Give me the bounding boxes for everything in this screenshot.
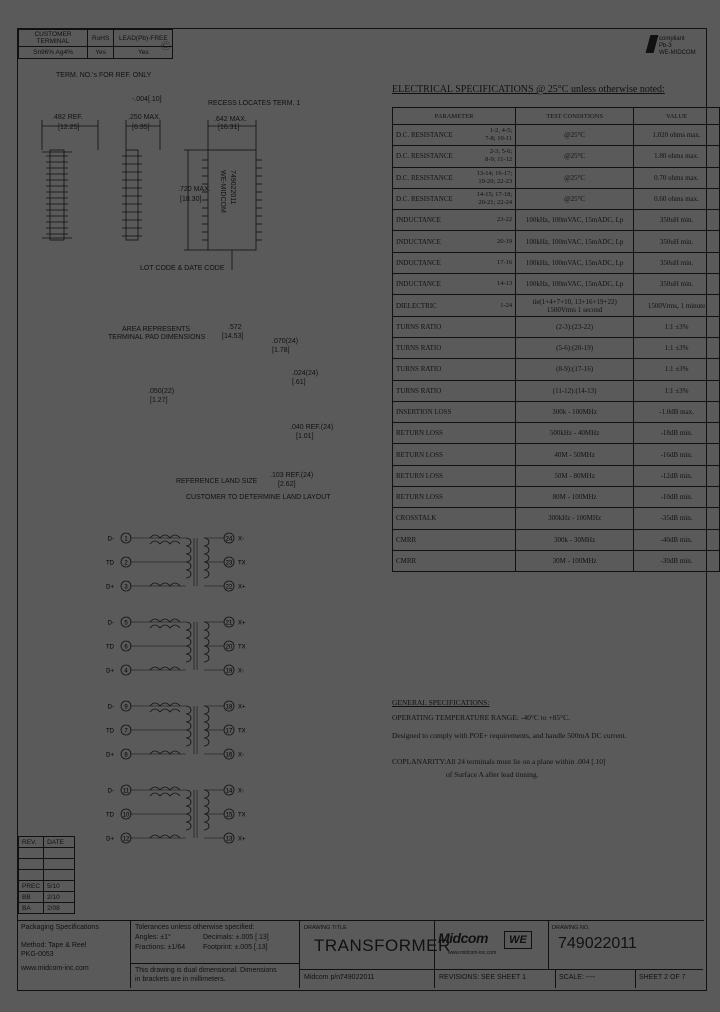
spec-pins [497, 238, 512, 246]
pin-signal: TX [238, 728, 246, 735]
rev-header-date: DATE [44, 837, 75, 848]
sheet-number: SHEET 2 OF 7 [639, 974, 686, 981]
pin-number: 1 [124, 536, 128, 543]
pin-signal: D- [107, 704, 114, 711]
spec-value: -30dB min. [634, 550, 720, 571]
spec-pin-line: 14-15; 17-18; [476, 191, 513, 199]
spec-row [393, 295, 720, 316]
pin-signal: X+ [238, 836, 246, 843]
spec-param-cell [393, 167, 516, 188]
spec-condition: (11-12):(14-13) [516, 380, 634, 401]
tol-angles: Angles: ±1° [135, 934, 171, 941]
customer-terminal-table [18, 29, 173, 59]
spec-param-cell [393, 274, 516, 295]
pin-number: 24 [225, 536, 233, 543]
revisions-note: REVISIONS: SEE SHEET 1 [439, 974, 527, 981]
spec-condition: (5-6):(20-19) [516, 337, 634, 358]
pin-signal: X+ [238, 584, 246, 591]
spec-pins [485, 127, 512, 143]
pin-number: 4 [124, 668, 128, 675]
dim-572: .572 [228, 324, 242, 331]
spec-row [393, 210, 720, 231]
cust-value-rohs: Yes [88, 47, 114, 59]
spec-condition: 80M - 100MHz [516, 487, 634, 508]
dim-250-mm: [6.35] [132, 124, 150, 131]
dim-024-mm: [.61] [292, 379, 306, 386]
spec-pin-line: 23-22 [496, 216, 513, 224]
pin-number: 21 [225, 620, 233, 627]
spec-param-cell: TURNS RATIO [393, 380, 516, 401]
spec-pin-line: 17-16 [496, 258, 513, 266]
compliant-line-1: compliant [659, 36, 685, 42]
spec-pin-line: 14-13 [496, 280, 513, 288]
spec-condition: (8-9):(17-16) [516, 359, 634, 380]
spec-param-cell [393, 188, 516, 209]
spec-pin-line: 20-19 [496, 237, 513, 245]
spec-value: 350uH min. [634, 210, 720, 231]
pin-number: 20 [225, 644, 233, 651]
transformer-coil [186, 538, 191, 578]
spec-row [393, 380, 720, 401]
spec-condition: 30M - 100MHz [516, 550, 634, 571]
pin-number: 13 [225, 836, 233, 843]
spec-row [393, 274, 720, 295]
spec-param-cell [393, 210, 516, 231]
spec-condition: 100kHz, 100mVAC, 15mADC, Lp [516, 231, 634, 252]
spec-row [393, 252, 720, 273]
pin-number: 14 [225, 788, 233, 795]
drawing-title: TRANSFORMER [314, 936, 451, 955]
general-temp: OPERATING TEMPERATURE RANGE: -40°C to +85°C. [392, 713, 571, 722]
customer-land-note: CUSTOMER TO DETERMINE LAND LAYOUT [186, 494, 331, 501]
mechanical-drawing [20, 70, 380, 285]
spec-row [393, 125, 720, 146]
elec-spec-table [392, 107, 720, 572]
spec-param-cell [393, 125, 516, 146]
dim-720: .720 MAX. [178, 186, 211, 193]
transformer-coil [186, 706, 191, 746]
schematic-svg [100, 530, 260, 860]
dim-250: .250 MAX. [128, 114, 161, 121]
choke-coil [150, 535, 180, 538]
area-represents: AREA REPRESENTS [122, 326, 191, 333]
pin-signal: D- [107, 788, 114, 795]
spec-pin-line: 19-20; 22-23 [478, 177, 513, 185]
spec-param: D.C. RESISTANCE [396, 195, 453, 204]
pin-signal: D+ [106, 584, 114, 591]
spec-row [393, 359, 720, 380]
lot-code-note: LOT CODE & DATE CODE [140, 265, 225, 272]
tol-decimals: Decimals: ±.005 [.13] [203, 934, 269, 941]
spec-row [393, 167, 720, 188]
spec-condition: @25°C [516, 188, 634, 209]
choke-coil [150, 619, 180, 622]
pin-signal: TD [106, 728, 114, 735]
general-poe: Designed to comply with POE+ requirements, and handle 500mA DC current. [392, 731, 627, 740]
spec-param: D.C. RESISTANCE [396, 131, 453, 140]
spec-pin-line: 2-3, 5-6; [489, 148, 513, 156]
transformer-coil [204, 790, 209, 830]
choke-coil [150, 787, 180, 790]
spec-row [393, 465, 720, 486]
cust-value-leadfree: Yes [114, 47, 173, 59]
coplanarity-line-2: of Surface A after lead tinning. [446, 770, 539, 779]
spec-row [393, 188, 720, 209]
drawing-title-label: DRAWING TITLE [304, 925, 347, 931]
spec-condition: @25°C [516, 167, 634, 188]
rev-row-2-rev: BB [19, 892, 44, 903]
spec-pins [477, 170, 513, 186]
transformer-coil [204, 538, 209, 578]
choke-coil [150, 625, 180, 628]
spec-pin-line: 13-14; 16-17; [476, 169, 513, 177]
spec-value: -40dB min. [634, 529, 720, 550]
spec-param-cell [393, 252, 516, 273]
drawing-no-label: DRAWING NO. [552, 925, 590, 931]
spec-param: DIELECTRIC [396, 301, 437, 310]
spec-pin-line: 20-21; 22-24 [478, 199, 513, 207]
schematic [100, 530, 260, 860]
packaging-method: Method: Tape & Reel [21, 942, 87, 949]
recess-note: RECESS LOCATES TERM. 1 [208, 100, 301, 107]
spec-pins [485, 148, 512, 164]
scale: SCALE: ---- [559, 974, 596, 981]
spec-value: 1:1 ±3% [634, 380, 720, 401]
midcom-brand-logo: Midcom [438, 930, 488, 946]
midcom-url: www.midcom-inc.com [21, 965, 89, 972]
spec-param-cell: CMRR [393, 550, 516, 571]
spec-pins [477, 191, 513, 207]
spec-value: 1.80 ohms max. [634, 146, 720, 167]
rev-row-1-rev: PREC [19, 881, 44, 892]
rev-header-rev: REV. [19, 837, 44, 848]
pin-number: 17 [225, 728, 233, 735]
spec-value: 0.70 ohms max. [634, 167, 720, 188]
spec-value: 1:1 ±3% [634, 359, 720, 380]
transformer-coil [186, 790, 191, 830]
dim-482-mm: [12.25] [58, 124, 80, 131]
spec-param-cell: RETURN LOSS [393, 423, 516, 444]
pin-number: 9 [124, 704, 128, 711]
spec-row [393, 423, 720, 444]
transformer-coil [186, 622, 191, 662]
spec-row [393, 444, 720, 465]
spec-value: 1.020 ohms max. [634, 125, 720, 146]
spec-header-cond: TEST CONDITIONS [516, 108, 634, 125]
title-block [18, 920, 704, 989]
choke-coil [150, 835, 180, 838]
coplanarity-label: COPLANARITY: [392, 757, 447, 766]
spec-value: -16dB min. [634, 444, 720, 465]
dim-103-mm: [2.62] [278, 481, 296, 488]
spec-condition: 100kHz, 100mVAC, 15mADC, Lp [516, 210, 634, 231]
dim-070-mm: [1.78] [272, 347, 290, 354]
spec-pins [500, 302, 512, 310]
spec-row [393, 231, 720, 252]
cust-header-rohs: RoHS [88, 30, 114, 47]
ce-mark-icon: Ⓒ [161, 41, 171, 51]
dim-050-mm: [1.27] [150, 397, 168, 404]
spec-pin-line: 7-8; 10-11 [485, 135, 513, 143]
spec-condition: 500kHz - 40MHz [516, 423, 634, 444]
spec-param-cell: INSERTION LOSS [393, 401, 516, 422]
pin-number: 8 [124, 752, 128, 759]
spec-pins [497, 280, 512, 288]
pin-signal: TX [238, 560, 246, 567]
midcom-pn-label: Midcom p/n: [304, 974, 343, 981]
spec-condition: @25°C [516, 146, 634, 167]
dim-040: .040 REF.(24) [290, 424, 334, 431]
spec-param-cell [393, 295, 516, 316]
pin-number: 18 [225, 704, 233, 711]
spec-condition: 50M - 80MHz [516, 465, 634, 486]
spec-param: INDUCTANCE [396, 237, 441, 246]
spec-param-cell: CMRR [393, 529, 516, 550]
spec-param-cell [393, 231, 516, 252]
packaging-title: Packaging Specifications [21, 924, 99, 931]
spec-row [393, 337, 720, 358]
rev-row-3-date: 2/08 [44, 903, 75, 914]
spec-row [393, 550, 720, 571]
spec-row [393, 401, 720, 422]
pin-number: 16 [225, 752, 233, 759]
rev-row-2-date: 2/10 [44, 892, 75, 903]
spec-row [393, 487, 720, 508]
spec-param: INDUCTANCE [396, 280, 441, 289]
compliant-line-3: WE-MIDCOM [659, 50, 696, 56]
dual-dim-1: This drawing is dual dimensional. Dimensions [135, 967, 277, 974]
pin-signal: X+ [238, 620, 246, 627]
cust-value-terminal: Sn96% Ag4% [19, 47, 88, 59]
spec-value: -12dB min. [634, 465, 720, 486]
pin-signal: TD [106, 644, 114, 651]
pin-number: 3 [124, 584, 128, 591]
terminal-pad-dims: TERMINAL PAD DIMENSIONS [108, 334, 206, 341]
spec-value: -1.0dB max. [634, 401, 720, 422]
choke-coil [150, 709, 180, 712]
revision-table [18, 836, 75, 914]
reference-land-size: REFERENCE LAND SIZE [176, 478, 258, 485]
term-note: TERM. NO.'s FOR REF. ONLY [56, 72, 152, 79]
spec-param-cell: CROSSTALK [393, 508, 516, 529]
choke-coil [150, 751, 180, 754]
spec-param: D.C. RESISTANCE [396, 152, 453, 161]
compliant-line-2: Pb-3 [659, 43, 672, 49]
pin-number: 10 [122, 812, 130, 819]
pin-number: 5 [124, 620, 128, 627]
pin-number: 22 [225, 584, 233, 591]
packaging-pkg: PKG-0053 [21, 951, 54, 958]
elec-heading: ELECTRICAL SPECIFICATIONS @ 25°C unless otherwise noted: [392, 84, 665, 95]
spec-condition: 300k - 100MHz [516, 401, 634, 422]
tolerances-title: Tolerances unless otherwise specified: [135, 924, 255, 931]
spec-param: INDUCTANCE [396, 216, 441, 225]
spec-row [393, 529, 720, 550]
spec-condition: 40M - 50MHz [516, 444, 634, 465]
pin-signal: X- [238, 668, 244, 675]
dim-482: .482 REF. [52, 114, 83, 121]
dim-004: -.004[.10] [132, 96, 162, 103]
spec-pin-line: 8-9; 11-12 [485, 156, 513, 164]
spec-condition: 300k - 30MHz [516, 529, 634, 550]
spec-param: INDUCTANCE [396, 258, 441, 267]
spec-pin-line: 1-2, 4-5; [489, 127, 513, 135]
general-heading: GENERAL SPECIFICATIONS: [392, 698, 490, 707]
spec-value: 350uH min. [634, 231, 720, 252]
midcom-brand-sub: www.midcom-inc.com [448, 950, 497, 956]
spec-row [393, 508, 720, 529]
dim-050: .050(22) [148, 388, 175, 395]
spec-value: 350uH min. [634, 274, 720, 295]
spec-value: 1:1 ±3% [634, 337, 720, 358]
choke-coil [150, 703, 180, 706]
dim-572-mm: [14.53] [222, 333, 244, 340]
spec-param-cell: TURNS RATIO [393, 359, 516, 380]
spec-condition-line-1: tie(1+4+7+10, 13+16+19+22) [532, 297, 617, 306]
dim-642: .642 MAX. [214, 116, 247, 123]
pin-signal: TD [106, 812, 114, 819]
pin-number: 19 [225, 668, 233, 675]
pin-signal: TX [238, 644, 246, 651]
spec-pins [497, 216, 512, 224]
pin-number: 6 [124, 644, 128, 651]
spec-pins [497, 259, 512, 267]
part-label-number: 749022011 [229, 170, 236, 205]
cust-header-leadfree: LEAD(Pb)-FREE [114, 30, 173, 47]
spec-condition: 300kHz - 100MHz [516, 508, 634, 529]
choke-coil [150, 541, 180, 544]
spec-param: D.C. RESISTANCE [396, 173, 453, 182]
pin-signal: D- [107, 536, 114, 543]
we-logo-icon: WE [504, 931, 532, 949]
choke-coil [150, 793, 180, 796]
side-pins-a [46, 156, 68, 234]
pin-signal: TX [238, 812, 246, 819]
spec-condition: @25°C [516, 125, 634, 146]
spec-condition: 100kHz, 100mVAC, 15mADC, Lp [516, 252, 634, 273]
pin-signal: X+ [238, 704, 246, 711]
pin-signal: X- [238, 536, 244, 543]
pin-number: 23 [225, 560, 233, 567]
dim-040-mm: [1.01] [296, 433, 314, 440]
spec-value: -10dB min. [634, 487, 720, 508]
spec-value: -35dB min. [634, 508, 720, 529]
cust-header-terminal: CUSTOMER TERMINAL [19, 30, 88, 47]
transformer-coil [204, 622, 209, 662]
spec-param-cell: TURNS RATIO [393, 316, 516, 337]
transformer-coil [204, 706, 209, 746]
pin-signal: D+ [106, 668, 114, 675]
spec-value: 1:1 ±3% [634, 316, 720, 337]
spec-header-param: PARAMETER [393, 108, 516, 125]
dual-dim-2: in brackets are in millimeters. [135, 976, 226, 983]
spec-value: 1500Vrms, 1 minute [634, 295, 720, 316]
pin-signal: TD [106, 560, 114, 567]
drawing-no: 749022011 [558, 935, 637, 952]
tol-fractions: Fractions: ±1/64 [135, 944, 186, 951]
pin-signal: D- [107, 620, 114, 627]
spec-value: 0.60 ohms max. [634, 188, 720, 209]
spec-param-cell [393, 146, 516, 167]
spec-value: 350uH min. [634, 252, 720, 273]
spec-param-cell: RETURN LOSS [393, 444, 516, 465]
spec-row [393, 146, 720, 167]
dim-070: .070(24) [272, 338, 299, 345]
pin-number: 7 [124, 728, 128, 735]
spec-condition [516, 295, 634, 316]
pin-number: 12 [122, 836, 130, 843]
midcom-pn: 749022011 [340, 974, 375, 981]
spec-condition: (2-3):(23-22) [516, 316, 634, 337]
spec-condition-line-2: 1500Vrms 1 second [546, 305, 603, 314]
pin-number: 15 [225, 812, 233, 819]
rev-row-3-rev: BA [19, 903, 44, 914]
rev-row-1-date: 5/10 [44, 881, 75, 892]
spec-condition: 100kHz, 100mVAC, 15mADC, Lp [516, 274, 634, 295]
choke-coil [150, 667, 180, 670]
spec-pin-line: 1-24 [500, 301, 513, 309]
pin-signal: D+ [106, 752, 114, 759]
spec-param-cell: RETURN LOSS [393, 487, 516, 508]
pin-signal: X- [238, 788, 244, 795]
spec-row [393, 316, 720, 337]
part-label-brand: WE-MIDCOM [219, 170, 226, 213]
spec-param-cell: TURNS RATIO [393, 337, 516, 358]
tol-footprint: Footprint: ±.005 [.13] [203, 944, 268, 951]
pin-signal: D+ [106, 836, 114, 843]
pin-signal: X- [238, 752, 244, 759]
pin-number: 2 [124, 560, 128, 567]
spec-param-cell: RETURN LOSS [393, 465, 516, 486]
spec-header-value: VALUE [634, 108, 720, 125]
dim-024: .024(24) [292, 370, 319, 377]
choke-coil [150, 583, 180, 586]
coplanarity-line-1: All 24 terminals must lie on a plane within .004 [.10] [446, 757, 606, 766]
dim-720-mm: [18.30] [180, 196, 202, 203]
dim-103: .103 REF.(24) [270, 472, 314, 479]
pin-number: 11 [122, 788, 130, 795]
spec-value: -18dB min. [634, 423, 720, 444]
dim-642-mm: [16.31] [218, 124, 240, 131]
